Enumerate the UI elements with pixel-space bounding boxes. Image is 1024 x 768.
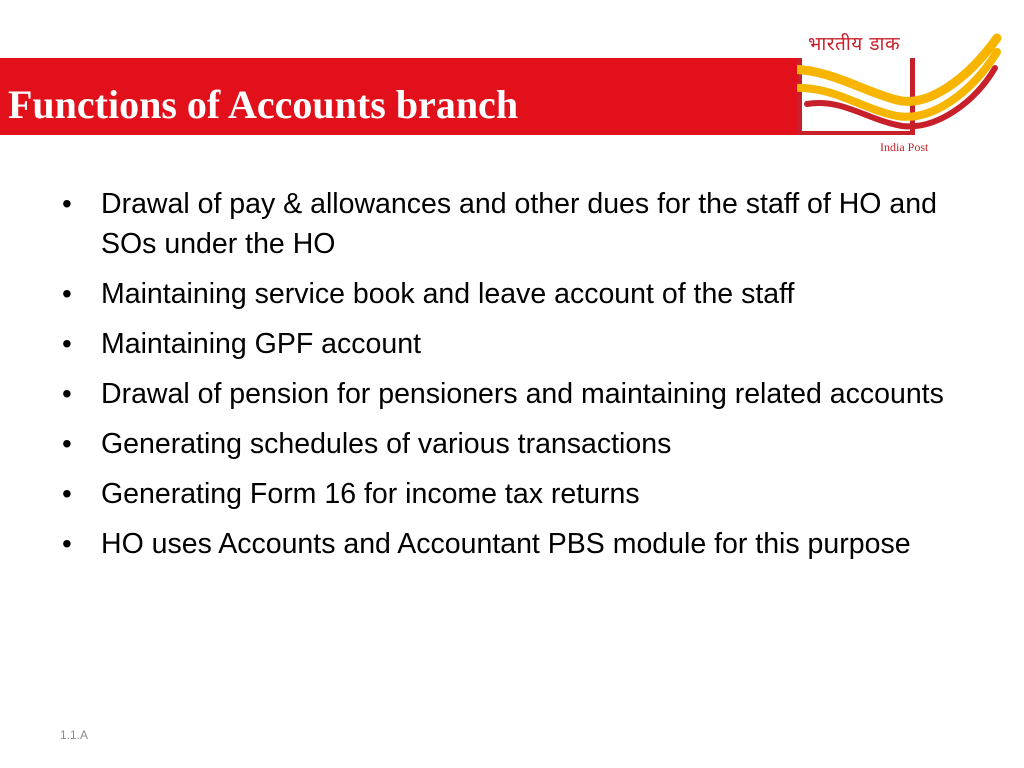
bullet-list bbox=[60, 184, 970, 574]
bullet-item bbox=[60, 374, 970, 414]
bullet-text: HO uses Accounts and Accountant PBS module for this purpose bbox=[101, 528, 911, 560]
bullet-icon: • bbox=[62, 528, 72, 559]
bullet-icon: • bbox=[62, 478, 72, 509]
bullet-text: Maintaining service book and leave account of the staff bbox=[101, 278, 795, 310]
bullet-icon: • bbox=[62, 428, 72, 459]
bullet-item bbox=[60, 424, 970, 464]
bullet-item bbox=[60, 184, 970, 264]
bullet-item bbox=[60, 274, 970, 314]
slide-number-label: 1.1.A bbox=[60, 728, 89, 742]
bullet-text: Generating schedules of various transactions bbox=[101, 428, 672, 460]
bullet-item bbox=[60, 324, 970, 364]
bullet-icon: • bbox=[62, 328, 72, 359]
logo-swoosh-2 bbox=[797, 52, 997, 117]
bullet-icon: • bbox=[62, 378, 72, 409]
bullet-icon: • bbox=[62, 188, 72, 219]
bullet-text: Maintaining GPF account bbox=[101, 328, 421, 360]
bullet-icon: • bbox=[62, 278, 72, 309]
logo-english-text: India Post bbox=[880, 140, 929, 154]
bullet-text: Generating Form 16 for income tax returns bbox=[101, 478, 640, 510]
logo-hindi-text: भारतीय डाक bbox=[808, 33, 901, 55]
bullet-item bbox=[60, 474, 970, 514]
bullet-text: Drawal of pension for pensioners and maintaining related accounts bbox=[101, 378, 944, 410]
slide-title: Functions of Accounts branch bbox=[8, 82, 519, 127]
bullet-item bbox=[60, 524, 970, 564]
bullet-text: Drawal of pay & allowances and other dues for the staff of HO and SOs under the HO bbox=[101, 188, 937, 260]
india-post-logo bbox=[797, 0, 1024, 160]
logo-frame-bottom bbox=[797, 131, 915, 135]
